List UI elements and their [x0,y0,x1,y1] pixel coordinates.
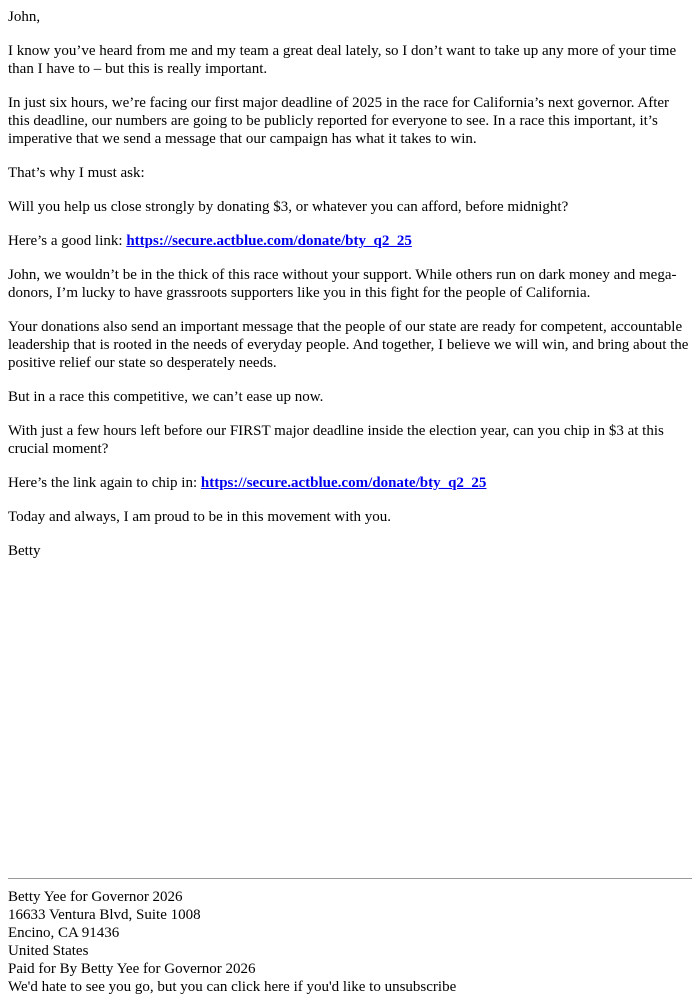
footer [8,888,692,996]
paragraph-deadline: In just six hours, we’re facing our first major deadline of 2025 in the race for California’s next governor. After this deadline, our numbers are going to be publicly reported for everyone to see. In a race this important, it’s imperative that we send a message that our campaign has what it takes to win. [8,95,670,147]
signature: Betty [8,543,41,559]
paragraph-chip-in: With just a few hours left before our FIRST major deadline inside the election year, can you chip in $3 at this crucial moment? [8,423,664,457]
link-2-prefix: Here’s the link again to chip in: [8,475,201,491]
footer-paid-for: Paid for By Betty Yee for Governor 2026 [8,961,256,977]
link-line-2 [8,474,692,492]
footer-org: Betty Yee for Governor 2026 [8,889,183,905]
paragraph-donations: Your donations also send an important message that the people of our state are ready for competent, accountable leadership that is rooted in the needs of everyday people. And together, I believe we will win, and bring about the positive relief our state so desperately needs. [8,319,689,371]
link-1-prefix: Here’s a good link: [8,233,127,249]
footer-country: United States [8,943,89,959]
paragraph-intro: I know you’ve heard from me and my team a great deal lately, so I don’t want to take up any more of your time than I have to – but this is really important. [8,43,677,77]
closing-line: Today and always, I am proud to be in this movement with you. [8,509,392,525]
email-body [8,8,692,576]
footer-divider [8,878,692,879]
paragraph-competitive: But in a race this competitive, we can’t ease up now. [8,389,324,405]
footer-unsubscribe-line [8,978,692,996]
unsubscribe-link[interactable]: We'd hate to see you go, but you can click here if you'd like to unsubscribe [8,979,457,995]
donate-link-1[interactable]: https://secure.actblue.com/donate/bty_q2_25 [126,233,412,249]
paragraph-support: John, we wouldn’t be in the thick of this race without your support. While others run on dark money and mega-donors, I’m lucky to have grassroots supporters like you in this fight for the people of California. [8,267,677,301]
greeting: John, [8,9,41,25]
link-line-1 [8,232,692,250]
paragraph-ask: That’s why I must ask: [8,165,145,181]
footer-address-line-1: 16633 Ventura Blvd, Suite 1008 [8,907,201,923]
donate-link-2[interactable]: https://secure.actblue.com/donate/bty_q2_25 [200,475,487,491]
footer-address-line-2: Encino, CA 91436 [8,925,120,941]
paragraph-donate-request: Will you help us close strongly by donating $3, or whatever you can afford, before midnight? [8,199,569,215]
